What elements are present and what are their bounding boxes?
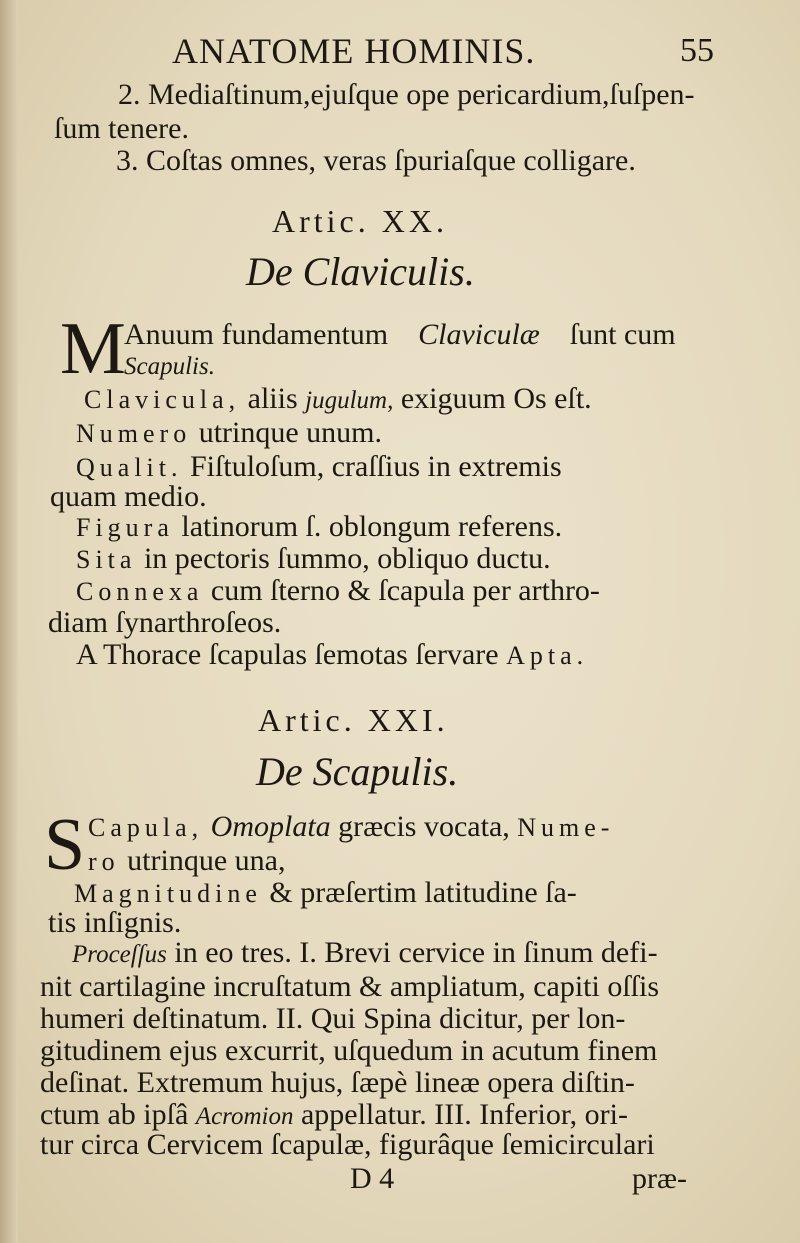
text-line: 3. Coſtas omnes, veras ſpuriaſque colligare. — [116, 144, 636, 177]
text-line: quam medio. — [50, 480, 207, 513]
text-line: Numero utrinque unum. — [76, 416, 383, 449]
text-line: ſum tenere. — [54, 112, 189, 145]
text-line: gitudinem ejus excurrit, uſquedum in acutum finem — [40, 1034, 658, 1067]
catchword: præ- — [632, 1162, 687, 1195]
text-line: ro utrinque una, — [88, 844, 286, 877]
drop-capital: M — [60, 308, 126, 390]
running-head: ANATOME HOMINIS. — [172, 31, 536, 71]
article-number: Artic. XX. — [272, 203, 448, 239]
text-line: tis inſignis. — [48, 906, 182, 939]
text-line: Qualit. Fiſtuloſum, craſſius in extremis — [76, 450, 562, 483]
page-gutter — [0, 0, 18, 1243]
text-line: Proceſſus in eo tres. I. Brevi cervice in ſinum defi- — [72, 936, 658, 969]
text-line: humeri deſtinatum. II. Qui Spina dicitur, per lon- — [40, 1002, 626, 1035]
drop-capital: S — [44, 804, 86, 886]
page-number: 55 — [680, 32, 714, 69]
text-line: nit cartilagine incruſtatum & ampliatum, capiti oſſis — [40, 970, 660, 1003]
text-line: Connexa cum ſterno & ſcapula per arthro- — [76, 574, 600, 607]
text-line: Figura latinorum ſ. oblongum referens. — [76, 510, 563, 543]
text-line: A Thorace ſcapulas ſemotas ſervare Apta. — [76, 638, 589, 671]
signature-mark: D 4 — [350, 1162, 395, 1195]
text-line: Anuum fundamentum Claviculæ ſunt cum — [124, 318, 676, 351]
text-line: Capula, Omoplata græcis vocata, Nume- — [88, 810, 615, 843]
text-line: Clavicula, aliis jugulum, exiguum Os eſt. — [84, 382, 592, 415]
article-number: Artic. XXI. — [258, 702, 449, 738]
text-line: tur circa Cervicem ſcapulæ, figurâque ſemicirculari — [40, 1128, 655, 1161]
text-line: Magnitudine & præſertim latitudine ſa- — [74, 876, 577, 909]
section-heading: De Scapulis. — [256, 749, 459, 794]
text-line: ctum ab ipſâ Acromion appellatur. III. Inferior, ori- — [40, 1098, 628, 1131]
section-heading: De Claviculis. — [246, 249, 475, 294]
text-line: 2. Mediaſtinum,ejuſque ope pericardium,ſuſpen- — [118, 78, 695, 111]
text-line: Scapulis. — [124, 353, 215, 380]
text-line: diam ſynarthroſeos. — [48, 606, 282, 639]
text-line: Sita in pectoris ſummo, obliquo ductu. — [76, 542, 551, 575]
text-line: deſinat. Extremum hujus, ſæpè lineæ opera diſtin- — [40, 1066, 635, 1099]
